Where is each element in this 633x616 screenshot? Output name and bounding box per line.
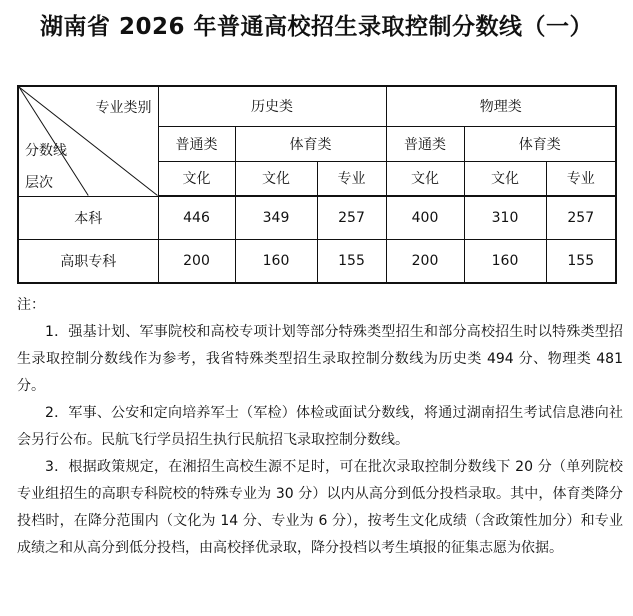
column-header: 专业	[317, 161, 386, 196]
notes-heading: 注：	[17, 297, 45, 313]
table-cell: 446	[158, 196, 235, 239]
table-cell: 349	[235, 196, 317, 239]
table-cell: 200	[386, 239, 464, 283]
header-row-categories	[18, 86, 616, 126]
column-header: 文化	[464, 161, 546, 196]
column-header: 专业	[546, 161, 616, 196]
column-header: 文化	[235, 161, 317, 196]
page-title: 湖南省 2026 年普通高校招生录取控制分数线（一）	[39, 14, 594, 40]
corner-level-label: 层次	[25, 175, 53, 191]
corner-header-cell	[18, 86, 158, 196]
score-table	[17, 85, 617, 284]
table-row	[18, 239, 616, 283]
corner-category-label: 专业类别	[95, 100, 152, 116]
subgroup-header: 普通类	[158, 126, 235, 161]
table-cell: 257	[317, 196, 386, 239]
subgroup-header: 体育类	[235, 126, 386, 161]
corner-score-label: 分数线	[25, 143, 67, 159]
table-cell: 160	[464, 239, 546, 283]
table-cell: 155	[317, 239, 386, 283]
note-item: 2．军事、公安和定向培养军士（军检）体检或面试分数线，将通过湖南招生考试信息港向社会另行公布。民航飞行学员招生执行民航招飞录取控制分数线。	[17, 405, 623, 448]
group-physics-header: 物理类	[386, 86, 616, 126]
notes-section	[17, 292, 623, 562]
table-cell: 155	[546, 239, 616, 283]
table-cell: 200	[158, 239, 235, 283]
column-header: 文化	[158, 161, 235, 196]
table-cell: 310	[464, 196, 546, 239]
row-level-label: 本科	[18, 196, 158, 239]
column-header: 文化	[386, 161, 464, 196]
table-row	[18, 196, 616, 239]
table-cell: 160	[235, 239, 317, 283]
note-item: 1．强基计划、军事院校和高校专项计划等部分特殊类型招生和部分高校招生时以特殊类型招生录取控制分数线作为参考，我省特殊类型招生录取控制分数线为历史类 494 分、物理类 481 分。	[17, 324, 623, 394]
subgroup-header: 普通类	[386, 126, 464, 161]
subgroup-header: 体育类	[464, 126, 616, 161]
table-cell: 400	[386, 196, 464, 239]
group-history-header: 历史类	[158, 86, 386, 126]
note-item: 3．根据政策规定，在湘招生高校生源不足时，可在批次录取控制分数线下 20 分（单列院校专业组招生的高职专科院校的特殊专业为 30 分）以内从高分到低分投档录取。其中，体育类降分投档时，在降分范围内（文化为 14 分、专业为 6 分），按考生文化成绩（含政策性加分）和专业成绩之和从高分到低分投档，由高校择优录取，降分投档以考生填报的征集志愿为依据。	[17, 459, 623, 556]
row-level-label: 高职专科	[18, 239, 158, 283]
table-cell: 257	[546, 196, 616, 239]
